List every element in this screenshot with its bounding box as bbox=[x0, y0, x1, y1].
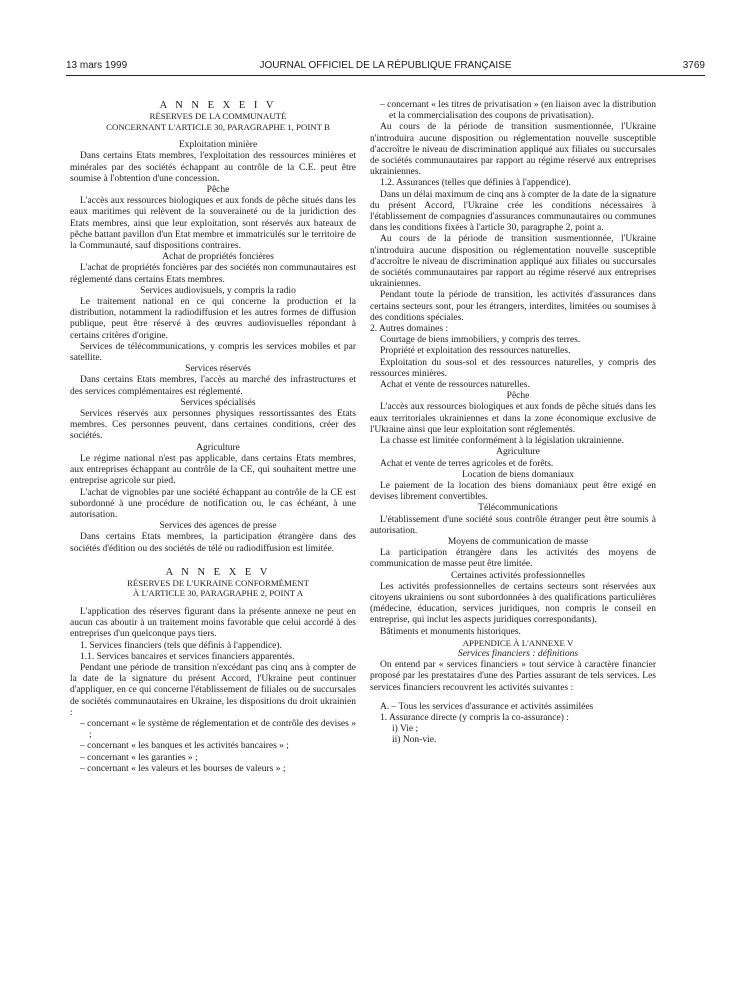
header-journal-title: JOURNAL OFFICIEL DE LA RÉPUBLIQUE FRANÇAISE bbox=[259, 60, 512, 71]
dash-item: – concernant « les banques et les activités bancaires » ; bbox=[80, 741, 289, 752]
paragraph: L'établissement d'une société sous contrôle étranger peut être soumis à autorisation. bbox=[370, 514, 656, 536]
header-page-number: 3769 bbox=[682, 60, 705, 71]
paragraph: L'accès aux ressources biologiques et aux fonds de pêche situés dans les eaux maritimes qui relèvent de la souveraineté ou de la juridiction des Etats membres, ainsi que leur exploitation, sont réservés aux bateaux de pêche battant pavillon d'un Etat membre et immatriculés sur le territoire de la Communauté, sauf dispositions contraires. bbox=[70, 196, 356, 252]
section-heading: Achat de propriétés foncières bbox=[162, 252, 274, 263]
sub-item: ii) Non-vie. bbox=[392, 735, 437, 746]
paragraph: Pendant une période de transition n'excédant pas cinq ans à compter de la date de la signature du présent Accord, l'Ukraine peut continuer d'appliquer, en ce qui concerne l'établissement de filiales ou de succursales de sociétés communautaires en Ukraine, les dispositions du droit ukrainien : bbox=[70, 662, 356, 718]
paragraph: Dans certains Etats membres, l'accès au marché des infrastructures et des services complémentaires est réglementé. bbox=[70, 375, 356, 397]
paragraph: Exploitation du sous-sol et des ressources naturelles, y compris des ressources minières. bbox=[370, 357, 656, 379]
paragraph: Le régime national n'est pas applicable, dans certains Etats membres, aux entreprises échappant au contrôle de la CE, qui souhaitent mettre une entreprise agricole sur pied. bbox=[70, 453, 356, 487]
paragraph: L'achat de propriétés foncières par des sociétés non communautaires est réglementé dans certains Etats membres. bbox=[70, 263, 356, 285]
header-date: 13 mars 1999 bbox=[66, 60, 128, 71]
list-item: 1. Assurance directe (y compris la co-assurance) : bbox=[380, 712, 569, 723]
dash-item: – concernant « le système de réglementation et de contrôle des devises » ; bbox=[80, 718, 356, 741]
section-heading: Télécommunications bbox=[478, 503, 558, 514]
paragraph: La participation étrangère dans les activités des moyens de communication de masse peut être limitée. bbox=[370, 548, 656, 570]
annex-5-subtitle-ref: À L'ARTICLE 30, PARAGRAPHE 2, POINT A bbox=[132, 588, 304, 599]
paragraph: Achat et vente de terres agricoles et de forêts. bbox=[380, 458, 554, 469]
section-heading: Exploitation minière bbox=[178, 140, 258, 151]
section-heading: Pêche bbox=[506, 391, 530, 402]
list-item: A. – Tous les services d'assurance et activités assimilées bbox=[380, 701, 594, 712]
paragraph: Les activités professionnelles de certains secteurs sont réservées aux citoyens ukrainiens ou sont subordonnées à des qualifications particulières (médecine, éducation, services juridiques, non compris le conseil en entreprise, qui inclut les aspects juridiques correspondants). bbox=[370, 581, 656, 626]
page-header bbox=[66, 60, 705, 74]
paragraph: Dans un délai maximum de cinq ans à compter de la date de la signature du présent Accord, l'Ukraine crée les conditions nécessaires à l'établissement de compagnies d'assurances communautaires ou communes dans les conditions fixées à l'article 30, paragraphe 2, point a. bbox=[370, 189, 656, 234]
left-column bbox=[70, 100, 356, 775]
annex-4-subtitle: RÉSERVES DE LA COMMUNAUTÉ bbox=[149, 111, 287, 122]
paragraph: Pendant toute la période de transition, les activités d'assurances dans certains secteurs sont, pour les étrangers, interdites, limitées ou soumises à des conditions spéciales. bbox=[370, 290, 656, 323]
section-heading: Moyens de communication de masse bbox=[447, 536, 589, 547]
paragraph: Le paiement de la location des biens domaniaux peut être exigé en devises librement convertibles. bbox=[370, 480, 656, 503]
sub-item: i) Vie ; bbox=[392, 724, 419, 735]
paragraph: On entend par « services financiers » tout service à caractère financier proposé par les prestataires d'une des Parties assurant de tels services. Les services financiers recouvrent les activités suivantes : bbox=[370, 660, 656, 693]
list-item: 1.2. Assurances (telles que définies à l'appendice). bbox=[380, 178, 571, 189]
paragraph: Au cours de la période de transition susmentionnée, l'Ukraine n'introduira aucune disposition ou réglementation nouvelle susceptible d'accroître le niveau de discrimination appliqué aux filiales ou succursales de sociétés communautaires par rapport au régime réservé aux entreprises ukrainiennes. bbox=[370, 122, 656, 178]
list-item: 1.1. Services bancaires et services financiers apparentés. bbox=[80, 651, 295, 662]
paragraph: Achat et vente de ressources naturelles. bbox=[380, 380, 530, 391]
list-item: 1. Services financiers (tels que définis à l'appendice). bbox=[80, 640, 282, 651]
header-rule bbox=[66, 75, 705, 76]
section-heading: Services réservés bbox=[185, 364, 251, 375]
paragraph: L'application des réserves figurant dans la présente annexe ne peut en aucun cas aboutir à un traitement moins favorable que celui accordé à des entreprises d'un quelconque pays tiers. bbox=[70, 606, 356, 640]
section-heading: Services audiovisuels, y compris la radio bbox=[140, 285, 296, 296]
paragraph: Au cours de la période de transition susmentionnée, l'Ukraine n'introduira aucune disposition ou réglementation nouvelle susceptible d'accroître le niveau de discrimination appliqué aux filiales ou succursales de sociétés communautaires par rapport au régime réservé aux entreprises ukrainiennes. bbox=[370, 234, 656, 290]
appendix-title: APPENDICE À L'ANNEXE V bbox=[462, 637, 574, 648]
right-column bbox=[370, 100, 656, 747]
paragraph: Courtage de biens immobiliers, y compris des terres. bbox=[380, 335, 581, 346]
paragraph: Propriété et exploitation des ressources naturelles. bbox=[380, 346, 571, 357]
section-heading: Agriculture bbox=[496, 447, 540, 458]
annex-5-subtitle: RÉSERVES DE L'UKRAINE CONFORMÉMENT bbox=[127, 577, 309, 588]
annex-5-title: A N N E X E V bbox=[165, 566, 271, 578]
dash-item: – concernant « les valeurs et les bourses de valeurs » ; bbox=[80, 763, 286, 774]
paragraph: Services réservés aux personnes physiques ressortissantes des Etats membres. Ces personnes peuvent, dans certaines conditions, créer des sociétés. bbox=[70, 409, 356, 442]
annex-4-subtitle-ref: CONCERNANT L'ARTICLE 30, PARAGRAPHE 1, POINT B bbox=[106, 121, 330, 132]
paragraph: Bâtiments et monuments historiques. bbox=[380, 626, 521, 637]
appendix-subtitle: Services financiers : définitions bbox=[457, 648, 579, 659]
paragraph: Services de télécommunications, y compris les services mobiles et par satellite. bbox=[70, 341, 356, 364]
list-item: 2. Autres domaines : bbox=[370, 324, 449, 335]
dash-item: – concernant « les titres de privatisation » (en liaison avec la distribution et la commercialisation des coupons de privatisation). bbox=[380, 100, 656, 122]
paragraph: Dans certains Etats membres, l'exploitation des ressources minières et minérales par des sociétés échappant au contrôle de la C.E. peut être soumise à l'obtention d'une concession. bbox=[70, 151, 356, 184]
paragraph: L'achat de vignobles par une société échappant au contrôle de la CE est subordonné à une procédure de notification ou, le cas échéant, à une autorisation. bbox=[70, 487, 356, 520]
paragraph: L'accès aux ressources biologiques et aux fonds de pêche situés dans les eaux territoriales ukrainiennes et dans la zone économique exclusive de l'Ukraine ainsi que leur exploitation sont réglementés. bbox=[370, 402, 656, 435]
section-heading: Certaines activités professionnelles bbox=[450, 570, 586, 581]
paragraph: Dans certains Etats membres, la participation étrangère dans des sociétés d'édition ou des sociétés de télé ou radiodiffusion est limitée. bbox=[70, 532, 356, 554]
section-heading: Location de biens domaniaux bbox=[461, 469, 575, 480]
section-heading: Services spécialisés bbox=[180, 397, 256, 408]
section-heading: Services des agences de presse bbox=[159, 521, 277, 532]
paragraph: Le traitement national en ce qui concerne la production et la distribution, notamment la radiodiffusion et les autres formes de diffusion publique, peut être réservé à des œuvres audiovisuelles répondant à certains critères d'origine. bbox=[70, 297, 356, 341]
dash-item: – concernant « les garanties » ; bbox=[80, 752, 198, 763]
section-heading: Pêche bbox=[206, 185, 230, 196]
section-heading: Agriculture bbox=[196, 442, 240, 453]
annex-4-title: A N N E X E I V bbox=[159, 100, 277, 111]
paragraph: La chasse est limitée conformément à la législation ukrainienne. bbox=[380, 436, 625, 447]
